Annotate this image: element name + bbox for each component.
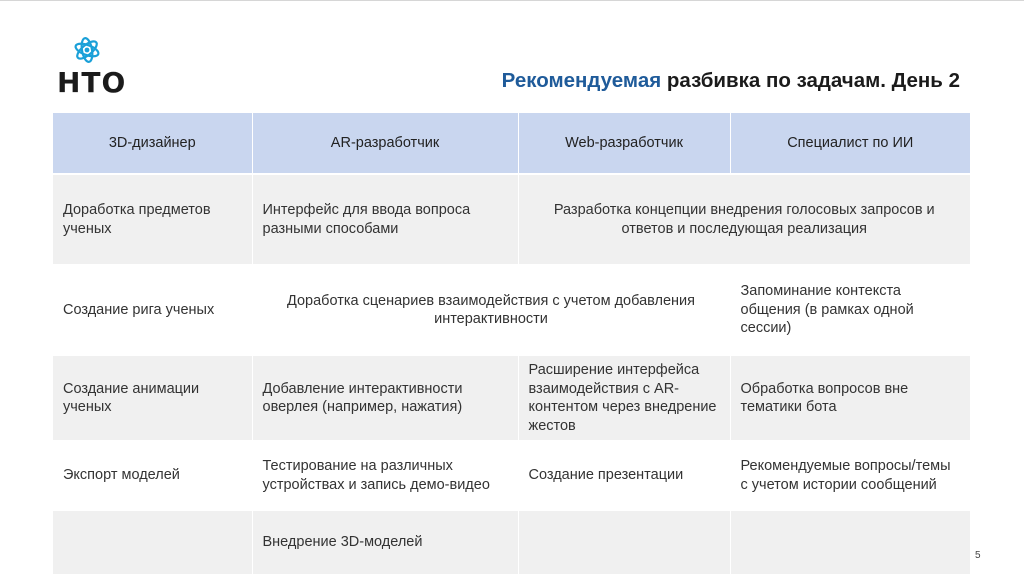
table-cell: Внедрение 3D-моделей [252,510,518,574]
table-cell [730,510,970,574]
table-row [53,265,970,355]
table-cell: Расширение интерфейса взаимодействия с AR-контентом через внедрение жестов [518,355,730,441]
table-cell: Создание рига ученых [53,265,252,355]
table-cell: Рекомендуемые вопросы/темы с учетом истории сообщений [730,441,970,510]
task-breakdown-table [53,113,970,574]
table-row [53,355,970,441]
table-row [53,510,970,574]
page-number: 5 [975,550,981,561]
title-accent: Рекомендуемая [501,69,662,92]
table-cell: Создание презентации [518,441,730,510]
table-cell [518,510,730,574]
table-cell: Добавление интерактивности оверлея (например, нажатия) [252,355,518,441]
table-cell: Экспорт моделей [53,441,252,510]
header-web-developer: Web-разработчик [518,113,730,174]
table-cell: Создание анимации ученых [53,355,252,441]
table-cell: Запоминание контекста общения (в рамках одной сессии) [730,265,970,355]
table-cell: Тестирование на различных устройствах и запись демо-видео [252,441,518,510]
header-ar-developer: AR-разработчик [252,113,518,174]
logo-text: НТО [57,66,127,99]
atom-swirl-icon [72,35,102,65]
table-cell: Доработка предметов ученых [53,174,252,265]
table-cell-merged: Доработка сценариев взаимодействия с учетом добавления интерактивности [252,265,730,355]
title-rest: разбивка по задачам. День 2 [661,69,960,92]
header-3d-designer: 3D-дизайнер [53,113,252,174]
table-row [53,174,970,265]
table-cell [53,510,252,574]
nto-logo [57,35,127,99]
table-header-row [53,113,970,174]
table-cell: Обработка вопросов вне тематики бота [730,355,970,441]
header-ai-specialist: Специалист по ИИ [730,113,970,174]
table-row [53,441,970,510]
table-cell-merged: Разработка концепции внедрения голосовых запросов и ответов и последующая реализация [518,174,970,265]
table-cell: Интерфейс для ввода вопроса разными способами [252,174,518,265]
slide-title [502,69,960,93]
